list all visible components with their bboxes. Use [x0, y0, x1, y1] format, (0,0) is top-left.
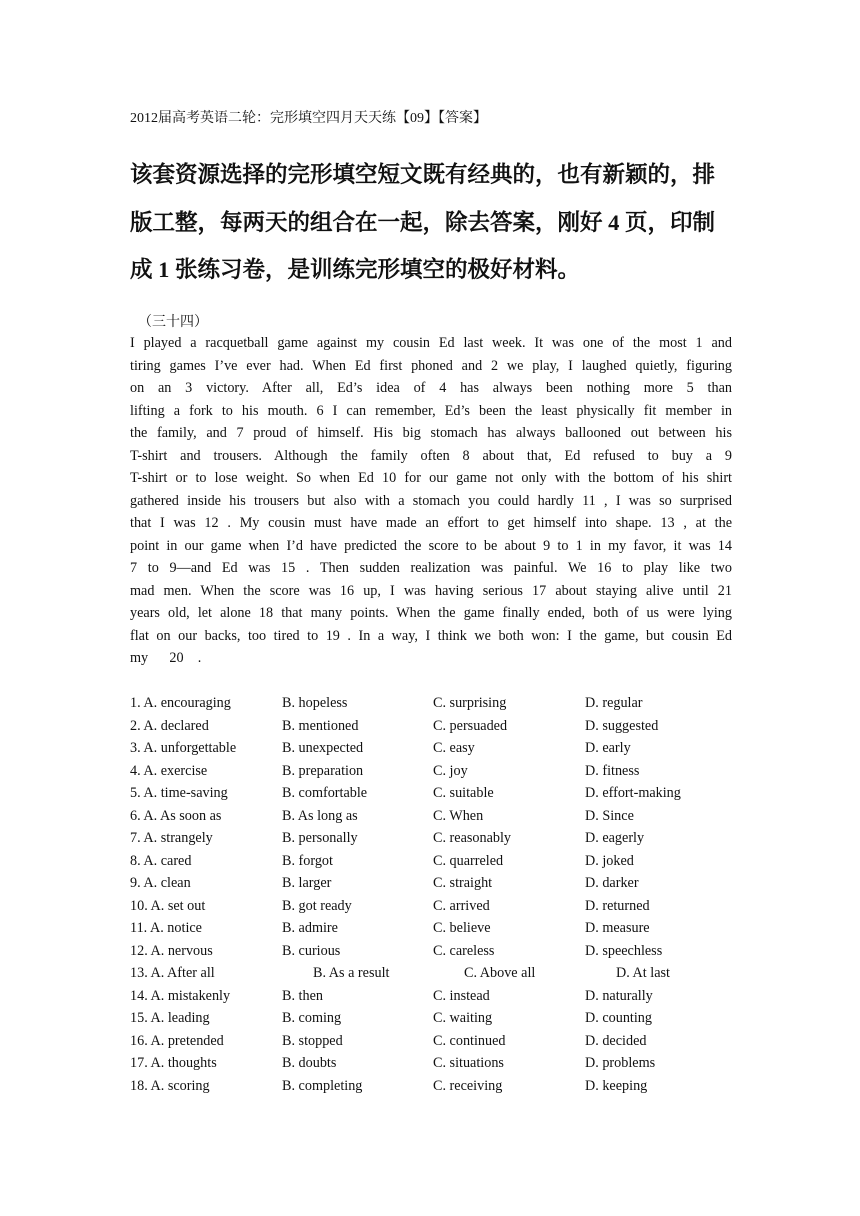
option-row	[130, 692, 732, 715]
option-d: D. darker	[585, 875, 639, 891]
option-a: 1. A. encouraging	[130, 695, 231, 711]
intro-line: 版工整，每两天的组合在一起，除去答案，刚好 4 页，印制	[130, 209, 716, 235]
option-c: C. arrived	[433, 897, 490, 914]
option-c: C. instead	[433, 987, 490, 1004]
option-d: D. problems	[585, 1055, 656, 1071]
option-b: B. completing	[282, 1077, 363, 1094]
option-a: 13. A. After all	[130, 965, 215, 981]
option-d: D. early	[585, 740, 631, 756]
option-d: D. returned	[585, 897, 650, 914]
option-a: 10. A. set out	[130, 897, 206, 914]
passage-line: on an 3 victory. After all, Ed’s idea of 4 has always been nothing more 5 than	[130, 380, 732, 396]
passage-line: lifting a fork to his mouth. 6 I can remember, Ed’s been the least physically fit member in	[130, 402, 732, 419]
option-row	[130, 940, 732, 963]
option-row	[130, 962, 732, 985]
option-c: C. situations	[433, 1055, 504, 1071]
option-row	[130, 917, 732, 940]
option-d: D. suggested	[585, 717, 659, 734]
option-b: B. unexpected	[282, 740, 364, 756]
passage-line: years old, let alone 18 that many points. When the game finally ended, both of us were lying	[130, 605, 732, 621]
option-d: D. fitness	[585, 762, 640, 779]
answer-options	[130, 692, 732, 1097]
option-row	[130, 805, 732, 828]
option-a: 4. A. exercise	[130, 762, 208, 779]
option-b: B. As long as	[282, 807, 358, 824]
option-b: B. curious	[282, 942, 341, 959]
option-b: B. stopped	[282, 1032, 343, 1049]
option-b: B. doubts	[282, 1055, 337, 1071]
option-a: 9. A. clean	[130, 875, 191, 891]
option-row	[130, 1052, 732, 1075]
passage-line: I played a racquetball game against my cousin Ed last week. It was one of the most 1 and	[130, 335, 732, 351]
option-a: 16. A. pretended	[130, 1032, 224, 1049]
intro-paragraph	[130, 151, 732, 294]
option-d: D. regular	[585, 695, 643, 711]
intro-line: 成 1 张练习卷，是训练完形填空的极好材料。	[130, 257, 581, 282]
option-c: C. persuaded	[433, 717, 508, 734]
option-a: 12. A. nervous	[130, 942, 213, 959]
passage-line: tiring games I’ve ever had. When Ed first phoned and 2 we play, I laughed quietly, figuring	[130, 357, 732, 374]
option-d: D. At last	[616, 965, 670, 981]
passage-line: T-shirt and trousers. Although the family often 8 about that, Ed refused to buy a 9	[130, 447, 732, 464]
option-c: C. straight	[433, 875, 493, 891]
option-d: D. decided	[585, 1032, 647, 1049]
option-a: 18. A. scoring	[130, 1077, 210, 1094]
option-b: B. admire	[282, 920, 338, 936]
option-d: D. Since	[585, 807, 634, 824]
option-c: C. receiving	[433, 1077, 503, 1094]
option-d: D. speechless	[585, 942, 663, 959]
option-row	[130, 1075, 732, 1098]
option-a: 7. A. strangely	[130, 830, 213, 846]
option-b: B. comfortable	[282, 785, 368, 801]
option-c: C. easy	[433, 740, 475, 756]
option-a: 14. A. mistakenly	[130, 987, 231, 1004]
option-c: C. When	[433, 807, 484, 824]
option-d: D. measure	[585, 920, 650, 936]
option-b: B. got ready	[282, 897, 352, 914]
option-a: 6. A. As soon as	[130, 807, 222, 824]
option-b: B. personally	[282, 830, 358, 846]
cloze-passage	[130, 332, 732, 670]
option-a: 15. A. leading	[130, 1010, 210, 1026]
option-row	[130, 782, 732, 805]
option-d: D. counting	[585, 1010, 652, 1026]
option-a: 5. A. time-saving	[130, 785, 228, 801]
option-row	[130, 895, 732, 918]
option-d: D. effort-making	[585, 785, 681, 801]
option-a: 11. A. notice	[130, 920, 202, 936]
passage-line: gathered inside his trousers but also with a stomach you could hardly 11 , I was so surprised	[130, 492, 732, 509]
document-title: 2012届高考英语二轮：完形填空四月天天练【09】【答案】	[130, 111, 487, 126]
option-d: D. keeping	[585, 1077, 648, 1094]
option-b: B. forgot	[282, 852, 333, 869]
passage-line: point in our game when I’d have predicted the score to be about 9 to 1 in my favor, it was 14	[130, 537, 732, 554]
passage-line: T-shirt or to lose weight. So when Ed 10 for our game not only with the bottom of his shirt	[130, 470, 732, 486]
passage-line: flat on our backs, too tired to 19 . In a way, I think we both won: I the game, but cousin Ed	[130, 627, 732, 644]
option-c: C. suitable	[433, 785, 494, 801]
passage-line: the family, and 7 proud of himself. His big stomach has always ballooned out between his	[130, 425, 732, 441]
passage-line: my 20 .	[130, 650, 202, 666]
option-b: B. As a result	[313, 965, 390, 981]
option-a: 8. A. cared	[130, 852, 192, 869]
section-label: （三十四）	[138, 315, 208, 330]
option-row	[130, 827, 732, 850]
passage-line: mad men. When the score was 16 up, I was having serious 17 about staying alive until 21	[130, 582, 732, 599]
option-a: 2. A. declared	[130, 717, 209, 734]
option-a: 3. A. unforgettable	[130, 740, 237, 756]
option-c: C. continued	[433, 1032, 506, 1049]
option-b: B. then	[282, 987, 323, 1004]
option-d: D. joked	[585, 852, 634, 869]
option-row	[130, 850, 732, 873]
option-b: B. hopeless	[282, 695, 348, 711]
option-c: C. careless	[433, 942, 495, 959]
option-row	[130, 737, 732, 760]
option-d: D. naturally	[585, 987, 653, 1004]
passage-line: that I was 12 . My cousin must have made an effort to get himself into shape. 13 , at the	[130, 515, 732, 531]
option-row	[130, 760, 732, 783]
option-row	[130, 1030, 732, 1053]
option-c: C. believe	[433, 920, 491, 936]
option-b: B. mentioned	[282, 717, 359, 734]
option-c: C. Above all	[464, 965, 536, 981]
option-b: B. preparation	[282, 762, 364, 779]
option-c: C. waiting	[433, 1010, 493, 1026]
option-c: C. quarreled	[433, 852, 504, 869]
option-c: C. joy	[433, 762, 468, 779]
option-b: B. coming	[282, 1010, 342, 1026]
option-d: D. eagerly	[585, 830, 645, 846]
option-row	[130, 1007, 732, 1030]
option-c: C. reasonably	[433, 830, 512, 846]
option-row	[130, 872, 732, 895]
passage-line: 7 to 9—and Ed was 15 . Then sudden realization was painful. We 16 to play like two	[130, 560, 732, 576]
option-row	[130, 985, 732, 1008]
option-row	[130, 715, 732, 738]
option-c: C. surprising	[433, 695, 507, 711]
option-b: B. larger	[282, 875, 332, 891]
option-a: 17. A. thoughts	[130, 1055, 217, 1071]
intro-line: 该套资源选择的完形填空短文既有经典的，也有新颖的，排	[130, 162, 716, 187]
